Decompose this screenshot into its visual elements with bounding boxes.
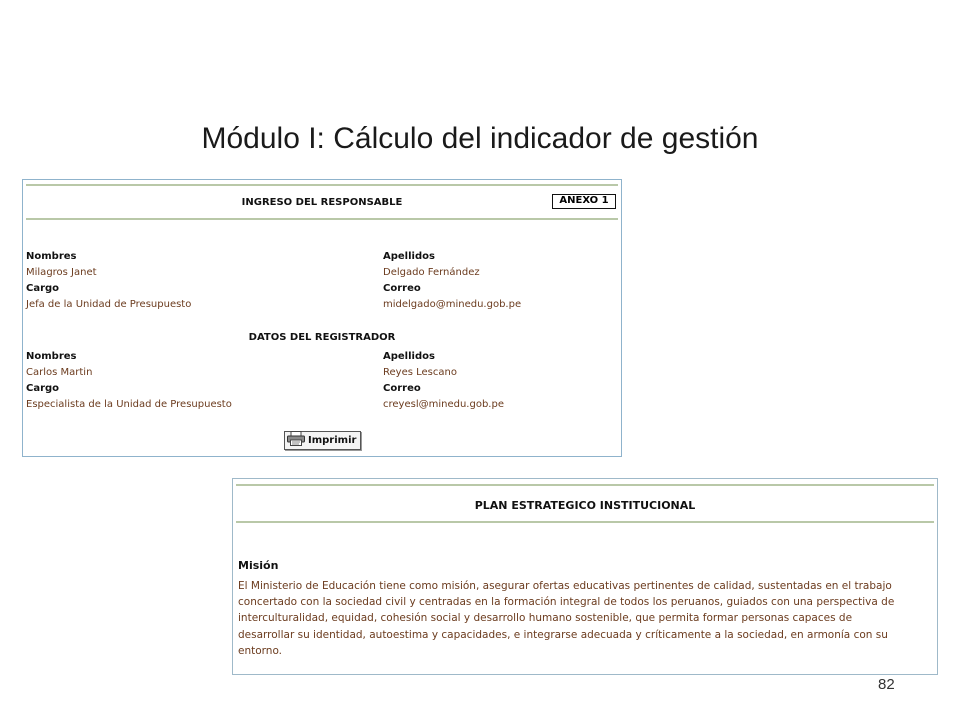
registrador-nombres-value: Carlos Martin xyxy=(26,367,93,378)
registrador-correo-value: creyesl@minedu.gob.pe xyxy=(383,399,504,410)
slide-title: Módulo I: Cálculo del indicador de gestión xyxy=(201,122,759,155)
correo-value: midelgado@minedu.gob.pe xyxy=(383,299,522,310)
top-divider xyxy=(26,184,618,186)
nombres-value: Milagros Janet xyxy=(26,267,97,278)
print-button-label: Imprimir xyxy=(308,435,357,446)
mision-line: desarrollar su identidad, autoestima y capacidades, e integrarse adecuada y críticamente a la sociedad, en armonía con su xyxy=(238,628,888,641)
apellidos-label: Apellidos xyxy=(383,251,435,262)
mision-line: concertado con la sociedad civil y centradas en la formación integral de todos los peruanos, guiados con una perspectiva de xyxy=(238,596,895,609)
registrador-nombres-label: Nombres xyxy=(26,351,77,362)
nombres-label: Nombres xyxy=(26,251,77,262)
registrador-heading: DATOS DEL REGISTRADOR xyxy=(248,332,396,343)
responsable-screenshot xyxy=(22,179,622,457)
mision-label: Misión xyxy=(238,559,279,572)
mision-line: entorno. xyxy=(238,644,283,657)
printer-icon xyxy=(287,431,305,450)
plan-estrategico-screenshot xyxy=(232,478,938,675)
registrador-cargo-value: Especialista de la Unidad de Presupuesto xyxy=(26,399,232,410)
correo-label: Correo xyxy=(383,283,421,294)
registrador-correo-label: Correo xyxy=(383,383,421,394)
plan-heading: PLAN ESTRATEGICO INSTITUCIONAL xyxy=(474,499,696,512)
cargo-label: Cargo xyxy=(26,283,60,294)
top-divider xyxy=(236,484,934,486)
responsable-heading: INGRESO DEL RESPONSABLE xyxy=(241,197,403,208)
cargo-value: Jefa de la Unidad de Presupuesto xyxy=(26,299,192,310)
mision-line: interculturalidad, equidad, cohesión social y desarrollo humano sostenible, que permita formar personas capaces de xyxy=(238,612,853,625)
registrador-cargo-label: Cargo xyxy=(26,383,60,394)
print-button[interactable] xyxy=(284,431,361,450)
registrador-apellidos-value: Reyes Lescano xyxy=(383,367,457,378)
apellidos-value: Delgado Fernández xyxy=(383,267,480,278)
mision-line: El Ministerio de Educación tiene como misión, asegurar ofertas educativas pertinentes de calidad, sustentadas en el trabajo xyxy=(238,580,892,592)
heading-divider xyxy=(236,521,934,523)
page-number: 82 xyxy=(878,676,895,693)
heading-divider xyxy=(26,218,618,220)
registrador-apellidos-label: Apellidos xyxy=(383,351,435,362)
annex-badge: ANEXO 1 xyxy=(552,194,616,209)
mision-text xyxy=(238,578,933,659)
